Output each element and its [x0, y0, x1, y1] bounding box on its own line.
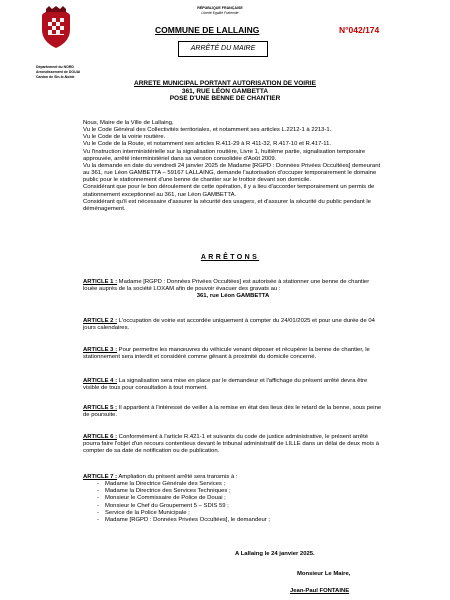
list-item: - Monsieur le Commissaire de Police de Douai ;: [105, 495, 383, 502]
list-item: - Monsieur le Chef du Groupement 5 – SDIS 59 ;: [105, 503, 383, 510]
city-crest-logo: [37, 6, 75, 50]
title-line-3: POSE D'UNE BENNE DE CHANTIER: [169, 95, 281, 103]
preamble-line: Vu le Code de la voirie routière.: [83, 134, 166, 141]
devise-label: Liberté Egalité Fraternité: [201, 11, 239, 15]
article-6-label: ARTICLE 6 :: [83, 434, 118, 440]
signature-role: Monsieur Le Maire,: [297, 571, 351, 577]
article-5-text: Il appartient à l'intéressé de veiller à la remise en état des lieux dès le retard de la benne, sous peine de poursuite.: [83, 405, 382, 419]
preamble-line: Vu le Code Général des Collectivités territoriales, et notamment ses articles L.2212-1 à 2213-1.: [83, 127, 332, 134]
commune-title: COMMUNE DE LALLAING: [155, 25, 260, 35]
preamble-line: Vu l'instruction interministérielle sur la signalisation routière, Livre 1, huitième partie, signalisation temporaire approuvée, arrêté interministériel dans sa version consolidée d'Août 2009.: [83, 148, 366, 162]
recipient-list: [83, 481, 383, 524]
article-1-text: Madame [RGPD : Données Privées Occultées] est autorisée à stationner une benne de chantier louée auprès de la société LOXAM afin de pouvoir évacuer des gravats au :: [83, 279, 370, 293]
article-4-text: La signalisation sera mise en place par le demandeur et l'affichage du présent arrêté devra être visible de tous pour consultation à tout moment.: [83, 378, 368, 392]
article-2-text: L'occupation de voirie est accordée uniquement à compter du 24/01/2025 et pour une durée de 04 jours calendaires.: [83, 318, 375, 332]
article-2-label: ARTICLE 2 :: [83, 318, 118, 324]
article-6-text: Conformément à l'article R.421-1 et suivants du code de justice administrative, le présent arrêté pourra faire l'objet d'un recours contentieux devant le tribunal administratif de LILLE dans un délai de deux mois à compter de sa date de notification ou de publication.: [83, 434, 379, 455]
article-7-label: ARTICLE 7 :: [83, 474, 118, 480]
arrete-number: N°042/174: [339, 25, 380, 35]
preamble: [83, 120, 383, 213]
article-1: [83, 279, 383, 300]
title-line-2: 361, RUE LÉON GAMBETTA: [181, 87, 269, 95]
article-1-label: ARTICLE 1 :: [83, 279, 118, 285]
preamble-line: Nous, Maire de la Ville de Lallaing,: [83, 120, 174, 126]
article-4-label: ARTICLE 4 :: [83, 378, 118, 384]
article-7-text: Ampliation du présent arrêté sera transmis à :: [117, 474, 238, 480]
article-5-label: ARTICLE 5 :: [83, 405, 118, 411]
preamble-line: Vu la demande en date du vendredi 24 janvier 2025 de Madame [RGPD : Données Privées Occultées] demeurant au 361, rue Léon GAMBETTA – 59167 LALLAING, demande l'autorisation d'occuper temporairement le domaine public pour le stationnement d'une benne de chantier sur le trottoir devant son domicile.: [83, 162, 381, 184]
article-3-label: ARTICLE 3 :: [83, 347, 118, 353]
preamble-line: Considérant qu'il est nécessaire d'assurer la sécurité des usagers, et d'assurer la sécurité du public pendant le déménagement.: [83, 198, 371, 212]
article-2: [83, 318, 383, 332]
arrondissement-line: Arrondissement de DOUAI: [36, 70, 81, 74]
republique-label: RÉPUBLIQUE FRANÇAISE: [197, 6, 243, 10]
department-block: [36, 65, 106, 80]
document-title: [70, 80, 380, 103]
signature-date: A Lallaing le 24 janvier 2025.: [235, 551, 315, 557]
article-7: [83, 474, 383, 524]
list-item: - Madame la Directrice des Services Techniques ;: [105, 488, 383, 495]
arretons-heading: ARRÊTONS: [200, 254, 260, 261]
preamble-line: Considérant que pour le bon déroulement de cette opération, il y a lieu d'accorder temporairement un permis de stationnement exceptionnel au 361, rue Léon GAMBETTA.: [83, 184, 375, 198]
department-line: Département du NORD: [36, 65, 74, 69]
title-line-1: ARRETE MUNICIPAL PORTANT AUTORISATION DE VOIRIE: [134, 80, 316, 87]
list-item: - Madame [RGPD : Données Privées Occultées], le demandeur ;: [105, 517, 383, 524]
arrete-type-box: ARRÊTÉ DU MAIRE: [178, 41, 268, 57]
list-item: - Madame la Directrice Générale des Services ;: [105, 481, 383, 488]
article-6: [83, 434, 383, 455]
article-1-address: 361, rue Léon GAMBETTA: [196, 293, 270, 300]
article-3: [83, 347, 383, 361]
preamble-line: Vu le Code de la Route, et notamment ses articles R.411-29 à R 411-32, R.417-10 et R.417-11.: [83, 141, 331, 148]
canton-line: Canton de Sin-le-Noble: [36, 75, 75, 79]
article-5: [83, 405, 383, 419]
article-3-text: Pour permettre les manœuvres du véhicule venant déposer et récupérer la benne de chantier, le stationnement sera interdit et considéré comme gênant à proximité du domicile concerné.: [83, 347, 370, 361]
list-item: - Service de la Police Municipale ;: [105, 510, 383, 517]
signature-name: Jean-Paul FONTAINE: [290, 588, 350, 594]
article-4: [83, 378, 383, 392]
